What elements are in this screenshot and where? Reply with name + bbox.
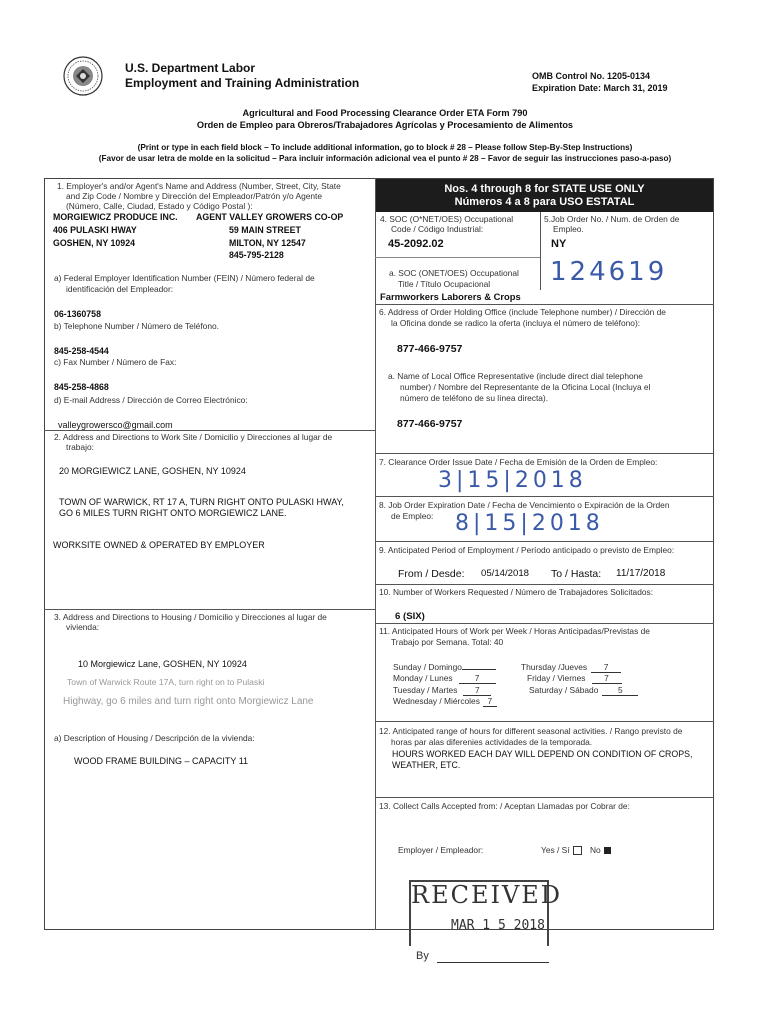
housing-desc-value: WOOD FRAME BUILDING – CAPACITY 11 xyxy=(74,756,249,766)
workers-value: 6 (SIX) xyxy=(395,611,425,622)
b4-b4a-divider xyxy=(375,257,540,258)
soc-title: Farmworkers Laborers & Crops xyxy=(380,291,521,302)
expiration-date-hand: 8|15|2018 xyxy=(455,511,604,536)
thursday-row xyxy=(521,662,621,673)
b12-label-2: horas par alas diferenies actividades de la temporada. xyxy=(391,737,593,747)
divider-b2-b3 xyxy=(44,609,375,610)
b4-label-1: 4. SOC (O*NET/OES) Occupational xyxy=(380,214,514,224)
fax-value: 845-258-4868 xyxy=(54,382,109,392)
to-label: To / Hasta: xyxy=(551,568,602,580)
wednesday-value: 7 xyxy=(483,696,497,707)
instruction-es: (Favor de usar letra de molde en la solicitud – Para incluir información adicional vea el punto # 28 – Favor de seguir las instrucciones paso-a-paso) xyxy=(98,154,672,163)
saturday-value: 5 xyxy=(602,685,638,696)
b11-label-1: 11. Anticipated Hours of Work per Week / Horas Anticipadas/Previstas de xyxy=(379,626,650,636)
divider-b8-b9 xyxy=(375,541,714,542)
from-label: From / Desde: xyxy=(398,568,465,580)
divider-b4-b6 xyxy=(375,304,714,305)
state-use-banner xyxy=(376,179,713,212)
b6-label-1: 6. Address of Order Holding Office (include Telephone number) / Dirección de xyxy=(379,307,666,317)
divider-b12-b13 xyxy=(375,797,714,798)
wednesday-label: Wednesday / Miércoles xyxy=(393,696,480,706)
omb-control: OMB Control No. 1205-0134 xyxy=(532,71,651,81)
agent-addr1: 59 MAIN STREET xyxy=(229,225,301,235)
instruction-en: (Print or type in each field block – To include additional information, go to block # 28 – Please follow Step-By-Step Instructions) xyxy=(137,143,633,152)
housing-dir-2: Highway, go 6 miles and turn right onto Morgiewicz Lane xyxy=(63,696,314,707)
b6a-label-1: a. Name of Local Office Representative (include direct dial telephone xyxy=(388,371,643,381)
stamp-received-text: RECEIVED xyxy=(411,881,563,909)
agent-addr2: MILTON, NY 12547 xyxy=(229,238,306,248)
b5-label-1: 5.Job Order No. / Num. de Orden de xyxy=(544,214,680,224)
b1-label-2: and Zip Code / Nombre y Dirección del Empleador/Patrón y/o Agente xyxy=(66,191,323,201)
b5-label-2: Empleo. xyxy=(553,224,584,234)
no-checkbox-checked[interactable] xyxy=(604,847,611,854)
b6-label-2: la Oficina donde se radico la oferta (incluya el número de teléfono): xyxy=(391,318,641,328)
employer-addr2: GOSHEN, NY 10924 xyxy=(53,238,135,248)
agency-line1: U.S. Department Labor xyxy=(125,61,256,75)
dol-seal-icon xyxy=(63,56,103,96)
agent-phone: 845-795-2128 xyxy=(229,250,284,260)
divider-b1-b2 xyxy=(44,430,375,431)
received-stamp xyxy=(403,876,563,980)
b6a-label-3: número de teléfono de su línea directa). xyxy=(400,393,549,403)
divider-b11-b12 xyxy=(375,721,714,722)
tuesday-row xyxy=(393,685,491,696)
saturday-row xyxy=(529,685,638,696)
b13-label: 13. Collect Calls Accepted from: / Aceptan Llamadas por Cobrar de: xyxy=(379,801,630,811)
worksite-addr: 20 MORGIEWICZ LANE, GOSHEN, NY 10924 xyxy=(59,466,246,476)
stamp-date: MAR 1 5 2018 xyxy=(451,918,545,933)
b2-label-1: 2. Address and Directions to Work Site / Domicilio y Direcciones al lugar de xyxy=(54,432,333,442)
form-title-es: Orden de Empleo para Obreros/Trabajadores Agrícolas y Procesamiento de Alimentos xyxy=(196,120,574,130)
soc-divider xyxy=(540,212,541,290)
sunday-row xyxy=(393,662,496,672)
agent-name: AGENT VALLEY GROWERS CO-OP xyxy=(196,212,344,222)
b7-label: 7. Clearance Order Issue Date / Fecha de Emisión de la Orden de Empleo: xyxy=(379,457,658,467)
office-phone: 877-466-9757 xyxy=(397,343,463,355)
divider-b6-b7 xyxy=(375,453,714,454)
b2-label-2: trabajo: xyxy=(66,442,94,452)
worksite-dir-1: TOWN OF WARWICK, RT 17 A, TURN RIGHT ONTO PULASKI HWAY, xyxy=(59,497,344,507)
b1-label-3: (Número, Calle, Ciudad, Estado y Código Postal ): xyxy=(66,201,253,211)
thursday-label: Thursday /Jueves xyxy=(521,662,588,672)
sunday-value xyxy=(462,669,496,670)
divider-b9-b10 xyxy=(375,584,714,585)
divider-b7-b8 xyxy=(375,496,714,497)
email-label: d) E-mail Address / Dirección de Correo Electrónico: xyxy=(54,395,248,405)
b10-label: 10. Number of Workers Requested / Número de Trabajadores Solicitados: xyxy=(379,587,654,597)
phone-label: b) Telephone Number / Número de Teléfono. xyxy=(54,321,219,331)
fein-label-1: a) Federal Employer Identification Number (FEIN) / Número federal de xyxy=(54,273,315,283)
form-title-en: Agricultural and Food Processing Clearance Order ETA Form 790 xyxy=(242,108,528,118)
housing-dir-1: Town of Warwick Route 17A, turn right on to Pulaski xyxy=(67,677,265,687)
monday-value: 7 xyxy=(459,673,496,684)
state-banner-en: Nos. 4 through 8 for STATE USE ONLY xyxy=(444,183,645,195)
fein-value: 06-1360758 xyxy=(54,309,101,319)
no-label: No xyxy=(590,845,601,855)
friday-value: 7 xyxy=(592,673,622,684)
tuesday-value: 7 xyxy=(463,685,491,696)
housing-desc-label: a) Description of Housing / Descripción de la vivienda: xyxy=(54,733,255,743)
b3-label-2: vivienda: xyxy=(66,622,100,632)
employer-name: MORGIEWICZ PRODUCE INC. xyxy=(53,212,178,222)
housing-addr: 10 Morgiewicz Lane, GOSHEN, NY 10924 xyxy=(78,659,247,669)
b12-value-2: WEATHER, ETC. xyxy=(392,760,461,770)
b8-label-2: de Empleo: xyxy=(391,511,434,521)
column-divider xyxy=(375,178,376,930)
b12-value-1: HOURS WORKED EACH DAY WILL DEPEND ON CONDITION OF CROPS, xyxy=(392,749,693,759)
email-value: valleygrowersco@gmail.com xyxy=(58,420,173,430)
thursday-value: 7 xyxy=(591,662,621,673)
yes-checkbox[interactable] xyxy=(573,846,582,855)
friday-row xyxy=(527,673,622,684)
b9-label: 9. Anticipated Period of Employment / Período anticipado o previsto de Empleo: xyxy=(379,545,675,555)
b3-label-1: 3. Address and Directions to Housing / Domicilio y Direcciones al lugar de xyxy=(54,612,327,622)
fein-label-2: identificación del Empleador: xyxy=(66,284,174,294)
worksite-dir-2: GO 6 MILES TURN RIGHT ONTO MORGIEWICZ LANE. xyxy=(59,508,287,518)
stamp-by: By xyxy=(416,950,429,962)
employer-addr1: 406 PULASKI HWAY xyxy=(53,225,137,235)
fax-label: c) Fax Number / Número de Fax: xyxy=(54,357,177,367)
b8-label-1: 8. Job Order Expiration Date / Fecha de Vencimiento o Expiración de la Orden xyxy=(379,500,670,510)
monday-label: Monday / Lunes xyxy=(393,673,453,683)
yes-label: Yes / Sí xyxy=(541,845,570,855)
b4-label-2: Code / Código Industrial: xyxy=(391,224,484,234)
sunday-label: Sunday / Domingo xyxy=(393,662,462,672)
state-banner-es: Números 4 a 8 para USO ESTATAL xyxy=(454,196,635,208)
saturday-label: Saturday / Sábado xyxy=(529,685,599,695)
phone-value: 845-258-4544 xyxy=(54,346,109,356)
worksite-owned: WORKSITE OWNED & OPERATED BY EMPLOYER xyxy=(53,540,265,550)
b12-label-1: 12. Anticipated range of hours for different seasonal activities. / Rango previsto de xyxy=(379,726,683,736)
job-order-number: 124619 xyxy=(550,257,668,287)
wednesday-row xyxy=(393,696,497,707)
monday-row xyxy=(393,673,496,684)
soc-code: 45-2092.02 xyxy=(388,238,444,250)
b11-label-2: Trabajo por Semana. Total: 40 xyxy=(391,637,504,647)
issue-date: 3|15|2018 xyxy=(438,468,587,493)
b6a-label-2: number) / Nombre del Representante de la Oficina Local (Incluya el xyxy=(400,382,651,392)
b1-label-1: 1. Employer's and/or Agent's Name and Address (Number, Street, City, State xyxy=(57,181,341,191)
expiration-date: Expiration Date: March 31, 2019 xyxy=(532,83,668,93)
stamp-by-line xyxy=(437,962,549,963)
tuesday-label: Tuesday / Martes xyxy=(393,685,458,695)
b4a-label-2: Title / Título Ocupacional xyxy=(398,279,491,289)
friday-label: Friday / Viernes xyxy=(527,673,586,683)
job-order-state: NY xyxy=(551,238,567,250)
rep-phone: 877-466-9757 xyxy=(397,418,463,430)
from-value: 05/14/2018 xyxy=(481,568,530,579)
employer-label: Employer / Empleador: xyxy=(398,845,484,855)
agency-line2: Employment and Training Administration xyxy=(125,76,360,90)
to-value: 11/17/2018 xyxy=(616,568,666,579)
b4a-label-1: a. SOC (ONET/OES) Occupational xyxy=(389,268,519,278)
divider-b10-b11 xyxy=(375,623,714,624)
